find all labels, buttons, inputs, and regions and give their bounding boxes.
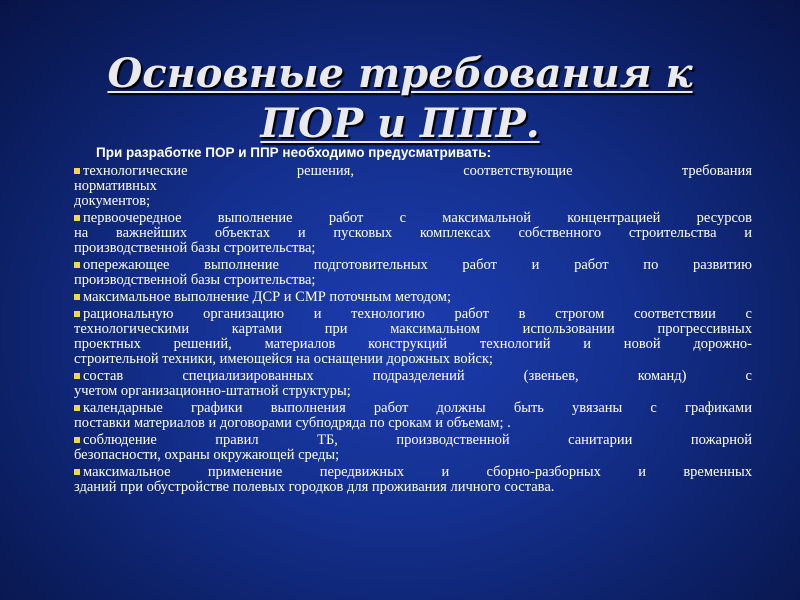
bullet-line: документов; (74, 193, 151, 209)
bullet-line: на важнейших объектах и пусковых комплексах собственного строительства и (74, 225, 752, 241)
bullet-item-4 (74, 290, 752, 305)
bullet-marker-icon (74, 311, 80, 317)
bullet-line: зданий при обустройстве полевых городков для проживания личного состава. (74, 479, 555, 495)
bullet-line: строительной техники, имеющейся на оснащении дорожных войск; (74, 351, 493, 367)
bullet-line: поставки материалов и договорами субподряда по срокам и объемам; . (74, 415, 511, 431)
bullet-item-8 (74, 433, 752, 463)
bullet-line: максимальное применение передвижных и сборно-разборных и временных (74, 465, 752, 480)
bullet-marker-icon (74, 405, 80, 411)
slide-title (40, 49, 760, 149)
bullet-marker-icon (74, 469, 80, 475)
bullet-item-1 (74, 164, 752, 209)
bullet-item-3 (74, 258, 752, 288)
bullet-line: технологическими картами при максимальном использовании прогрессивных (74, 321, 752, 337)
slide-title-line-2: ПОР и ППР. (260, 99, 540, 147)
slide-title-line-1: Основные требования к (107, 49, 693, 97)
slide-body (74, 145, 752, 497)
bullet-line: календарные графики выполнения работ должны быть увязаны с графиками (74, 401, 752, 416)
bullet-line: нормативных (74, 178, 157, 194)
intro-text: При разработке ПОР и ППР необходимо предусматривать: (96, 145, 492, 160)
bullet-marker-icon (74, 215, 80, 221)
bullet-line: проектных решений, материалов конструкций технологий и новой дорожно- (74, 336, 752, 352)
bullet-line: рациональную организацию и технологию работ в строгом соответствии с (74, 307, 752, 322)
bullet-marker-icon (74, 437, 80, 443)
bullet-marker-icon (74, 168, 80, 174)
bullet-marker-icon (74, 373, 80, 379)
bullet-item-7 (74, 401, 752, 431)
bullet-line: производственной базы строительства; (74, 272, 316, 288)
bullet-marker-icon (74, 294, 80, 300)
bullet-item-6 (74, 369, 752, 399)
bullet-line: максимальное выполнение ДСР и СМР поточным методом; (74, 290, 752, 305)
bullet-line: безопасности, охраны окружающей среды; (74, 447, 340, 463)
bullet-line: производственной базы строительства; (74, 240, 316, 256)
bullet-item-9 (74, 465, 752, 495)
bullet-line: состав специализированных подразделений (звеньев, команд) с (74, 369, 752, 384)
bullet-line: опережающее выполнение подготовительных работ и работ по развитию (74, 258, 752, 273)
bullet-marker-icon (74, 262, 80, 268)
bullet-line: первоочередное выполнение работ с максимальной концентрацией ресурсов (74, 211, 752, 226)
bullet-line: учетом организационно-штатной структуры; (74, 383, 351, 399)
bullet-line: технологические решения, соответствующие требования (74, 164, 752, 179)
bullet-item-2 (74, 211, 752, 256)
bullet-line: соблюдение правил ТБ, производственной санитарии пожарной (74, 433, 752, 448)
bullet-item-5 (74, 307, 752, 367)
